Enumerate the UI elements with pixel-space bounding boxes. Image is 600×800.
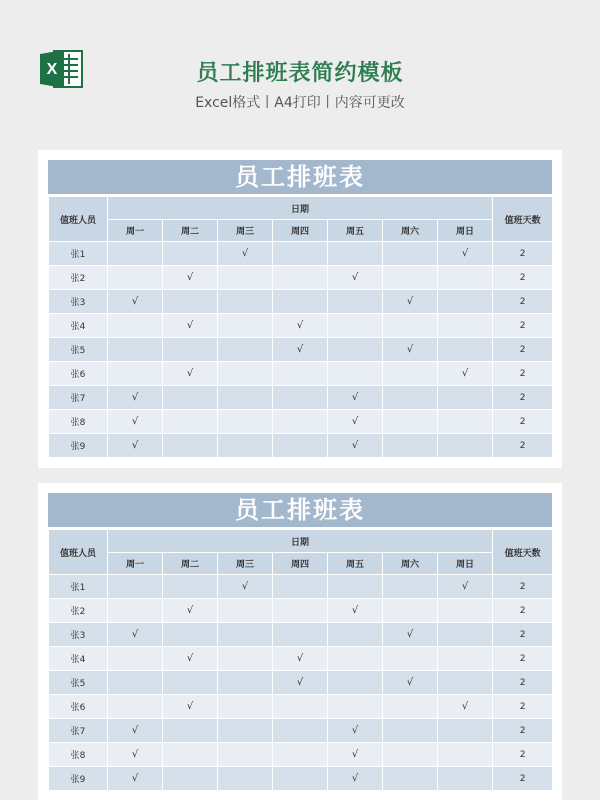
schedule-cell	[438, 719, 493, 743]
schedule-cell: √	[108, 767, 163, 791]
schedule-cell	[218, 338, 273, 362]
schedule-cell	[328, 242, 383, 266]
schedule-cell	[273, 362, 328, 386]
table-row	[49, 647, 553, 671]
schedule-cell: √	[108, 290, 163, 314]
schedule-cell	[438, 623, 493, 647]
weekday-header: 周六	[383, 553, 438, 575]
schedule-cell	[108, 314, 163, 338]
weekday-header-row	[49, 553, 553, 575]
schedule-cell: √	[163, 695, 218, 719]
schedule-cell	[273, 767, 328, 791]
schedule-cell: √	[383, 290, 438, 314]
schedule-cell	[273, 719, 328, 743]
schedule-cell	[108, 599, 163, 623]
schedule-cell	[273, 695, 328, 719]
schedule-cell: √	[328, 434, 383, 458]
schedule-cell	[438, 290, 493, 314]
schedule-cell: √	[108, 386, 163, 410]
schedule-cell	[163, 242, 218, 266]
table-row	[49, 623, 553, 647]
schedule-cell	[218, 410, 273, 434]
staff-name-cell: 张7	[49, 386, 108, 410]
schedule-cell: √	[328, 386, 383, 410]
days-count-cell: 2	[493, 386, 553, 410]
schedule-cell	[163, 743, 218, 767]
schedule-cell: √	[108, 623, 163, 647]
schedule-cell: √	[163, 266, 218, 290]
schedule-cell	[108, 266, 163, 290]
schedule-cell	[108, 242, 163, 266]
table-row	[49, 719, 553, 743]
schedule-cell: √	[108, 434, 163, 458]
schedule-cell	[438, 671, 493, 695]
days-count-cell: 2	[493, 314, 553, 338]
schedule-cell	[218, 290, 273, 314]
staff-name-cell: 张2	[49, 266, 108, 290]
schedule-cell	[163, 338, 218, 362]
weekday-header: 周三	[218, 553, 273, 575]
schedule-cell	[328, 314, 383, 338]
schedule-cell	[273, 434, 328, 458]
days-count-cell: 2	[493, 743, 553, 767]
schedule-cell	[108, 671, 163, 695]
staff-name-cell: 张3	[49, 290, 108, 314]
staff-name-cell: 张1	[49, 242, 108, 266]
schedule-cell	[163, 719, 218, 743]
schedule-cell	[383, 434, 438, 458]
schedule-cell	[438, 410, 493, 434]
schedule-cell	[218, 266, 273, 290]
schedule-cell	[108, 695, 163, 719]
schedule-cell	[108, 362, 163, 386]
schedule-cell	[383, 647, 438, 671]
schedule-cell: √	[163, 314, 218, 338]
schedule-cell	[273, 410, 328, 434]
header-staff: 值班人员	[49, 197, 108, 242]
schedule-cell: √	[218, 242, 273, 266]
schedule-cell	[163, 434, 218, 458]
schedule-body	[49, 575, 553, 791]
schedule-cell	[218, 671, 273, 695]
schedule-cell	[218, 647, 273, 671]
schedule-cell	[328, 671, 383, 695]
header-date: 日期	[108, 530, 493, 553]
weekday-header: 周日	[438, 220, 493, 242]
staff-name-cell: 张8	[49, 410, 108, 434]
table-row	[49, 362, 553, 386]
schedule-cell	[328, 290, 383, 314]
schedule-cell: √	[328, 410, 383, 434]
schedule-cell	[383, 575, 438, 599]
schedule-cell	[218, 695, 273, 719]
schedule-cell	[273, 266, 328, 290]
table-row	[49, 290, 553, 314]
days-count-cell: 2	[493, 242, 553, 266]
schedule-cell	[218, 623, 273, 647]
table-row	[49, 671, 553, 695]
schedule-cell	[273, 599, 328, 623]
schedule-cell: √	[328, 719, 383, 743]
days-count-cell: 2	[493, 719, 553, 743]
schedule-cell	[218, 743, 273, 767]
schedule-cell	[383, 386, 438, 410]
header-days-count: 值班天数	[493, 197, 553, 242]
schedule-cell	[218, 434, 273, 458]
staff-name-cell: 张5	[49, 671, 108, 695]
days-count-cell: 2	[493, 767, 553, 791]
schedule-cell	[218, 719, 273, 743]
days-count-cell: 2	[493, 362, 553, 386]
staff-name-cell: 张8	[49, 743, 108, 767]
schedule-cell	[328, 647, 383, 671]
weekday-header: 周五	[328, 553, 383, 575]
schedule-cell: √	[273, 647, 328, 671]
table-row	[49, 338, 553, 362]
staff-name-cell: 张5	[49, 338, 108, 362]
schedule-cell	[108, 647, 163, 671]
days-count-cell: 2	[493, 338, 553, 362]
schedule-cell	[383, 362, 438, 386]
table-row	[49, 266, 553, 290]
table-row	[49, 695, 553, 719]
schedule-cell: √	[273, 338, 328, 362]
schedule-cell	[328, 362, 383, 386]
days-count-cell: 2	[493, 266, 553, 290]
table-row	[49, 599, 553, 623]
staff-name-cell: 张3	[49, 623, 108, 647]
schedule-cell: √	[273, 314, 328, 338]
schedule-cell: √	[328, 266, 383, 290]
schedule-cell: √	[218, 575, 273, 599]
schedule-cell	[438, 314, 493, 338]
staff-name-cell: 张7	[49, 719, 108, 743]
schedule-cell	[163, 290, 218, 314]
days-count-cell: 2	[493, 434, 553, 458]
schedule-cell: √	[108, 743, 163, 767]
schedule-cell	[383, 410, 438, 434]
schedule-cell: √	[328, 599, 383, 623]
schedule-cell	[273, 575, 328, 599]
schedule-table	[48, 529, 553, 791]
table-row	[49, 434, 553, 458]
schedule-cell	[438, 338, 493, 362]
schedule-cell	[273, 386, 328, 410]
schedule-cell: √	[108, 410, 163, 434]
staff-name-cell: 张4	[49, 314, 108, 338]
schedule-cell	[383, 266, 438, 290]
schedule-cell	[383, 695, 438, 719]
schedule-cell: √	[163, 599, 218, 623]
schedule-cell	[438, 767, 493, 791]
table-row	[49, 743, 553, 767]
weekday-header: 周二	[163, 220, 218, 242]
schedule-cell	[218, 314, 273, 338]
weekday-header: 周一	[108, 220, 163, 242]
schedule-cell	[273, 242, 328, 266]
table-row	[49, 314, 553, 338]
weekday-header-row	[49, 220, 553, 242]
weekday-header: 周四	[273, 553, 328, 575]
schedule-cell	[438, 386, 493, 410]
header-date: 日期	[108, 197, 493, 220]
schedule-cell: √	[383, 623, 438, 647]
schedule-cell	[218, 386, 273, 410]
weekday-header: 周四	[273, 220, 328, 242]
schedule-cell	[163, 386, 218, 410]
schedule-cell: √	[438, 575, 493, 599]
sheet-title: 员工排班表	[48, 493, 552, 527]
schedule-cell	[273, 290, 328, 314]
schedule-cell: √	[273, 671, 328, 695]
weekday-header: 周二	[163, 553, 218, 575]
days-count-cell: 2	[493, 290, 553, 314]
schedule-cell	[438, 743, 493, 767]
staff-name-cell: 张1	[49, 575, 108, 599]
header-staff: 值班人员	[49, 530, 108, 575]
schedule-cell	[163, 671, 218, 695]
days-count-cell: 2	[493, 671, 553, 695]
schedule-cell: √	[383, 671, 438, 695]
days-count-cell: 2	[493, 599, 553, 623]
schedule-cell: √	[438, 362, 493, 386]
staff-name-cell: 张6	[49, 362, 108, 386]
table-row	[49, 410, 553, 434]
schedule-cell	[163, 575, 218, 599]
weekday-header: 周三	[218, 220, 273, 242]
schedule-cell	[438, 434, 493, 458]
weekday-header: 周五	[328, 220, 383, 242]
schedule-cell	[438, 599, 493, 623]
staff-name-cell: 张9	[49, 434, 108, 458]
schedule-cell	[108, 338, 163, 362]
schedule-cell: √	[163, 647, 218, 671]
schedule-cell	[383, 719, 438, 743]
schedule-cell	[328, 338, 383, 362]
excel-icon-letter: X	[46, 61, 58, 78]
weekday-header: 周日	[438, 553, 493, 575]
schedule-cell	[328, 695, 383, 719]
schedule-cell	[383, 599, 438, 623]
schedule-cell	[438, 647, 493, 671]
schedule-table	[48, 196, 553, 458]
days-count-cell: 2	[493, 623, 553, 647]
table-row	[49, 242, 553, 266]
header-days-count: 值班天数	[493, 530, 553, 575]
weekday-header: 周六	[383, 220, 438, 242]
schedule-cell	[328, 623, 383, 647]
schedule-cell: √	[163, 362, 218, 386]
days-count-cell: 2	[493, 695, 553, 719]
days-count-cell: 2	[493, 575, 553, 599]
table-row	[49, 575, 553, 599]
schedule-cell	[383, 743, 438, 767]
schedule-cell: √	[328, 767, 383, 791]
schedule-cell	[218, 767, 273, 791]
schedule-cell	[438, 266, 493, 290]
schedule-body	[49, 242, 553, 458]
schedule-cell: √	[383, 338, 438, 362]
staff-name-cell: 张6	[49, 695, 108, 719]
schedule-cell	[163, 767, 218, 791]
schedule-cell	[163, 623, 218, 647]
schedule-cell	[328, 575, 383, 599]
schedule-cell	[383, 242, 438, 266]
staff-name-cell: 张9	[49, 767, 108, 791]
schedule-cell	[383, 314, 438, 338]
schedule-sheet-preview-1	[38, 150, 562, 468]
days-count-cell: 2	[493, 647, 553, 671]
schedule-cell	[218, 362, 273, 386]
weekday-header: 周一	[108, 553, 163, 575]
sheet-title: 员工排班表	[48, 160, 552, 194]
schedule-cell	[108, 575, 163, 599]
staff-name-cell: 张4	[49, 647, 108, 671]
schedule-cell: √	[438, 242, 493, 266]
schedule-cell	[163, 410, 218, 434]
schedule-cell	[218, 599, 273, 623]
schedule-cell	[383, 767, 438, 791]
schedule-cell	[273, 623, 328, 647]
page-header	[0, 0, 600, 130]
schedule-sheet-preview-2	[38, 483, 562, 800]
schedule-cell: √	[108, 719, 163, 743]
schedule-cell: √	[328, 743, 383, 767]
table-row	[49, 386, 553, 410]
page-subtitle: Excel格式丨A4打印丨内容可更改	[195, 95, 405, 111]
schedule-cell: √	[438, 695, 493, 719]
page-title: 员工排班表简约模板	[196, 61, 404, 86]
days-count-cell: 2	[493, 410, 553, 434]
staff-name-cell: 张2	[49, 599, 108, 623]
schedule-cell	[273, 743, 328, 767]
table-row	[49, 767, 553, 791]
